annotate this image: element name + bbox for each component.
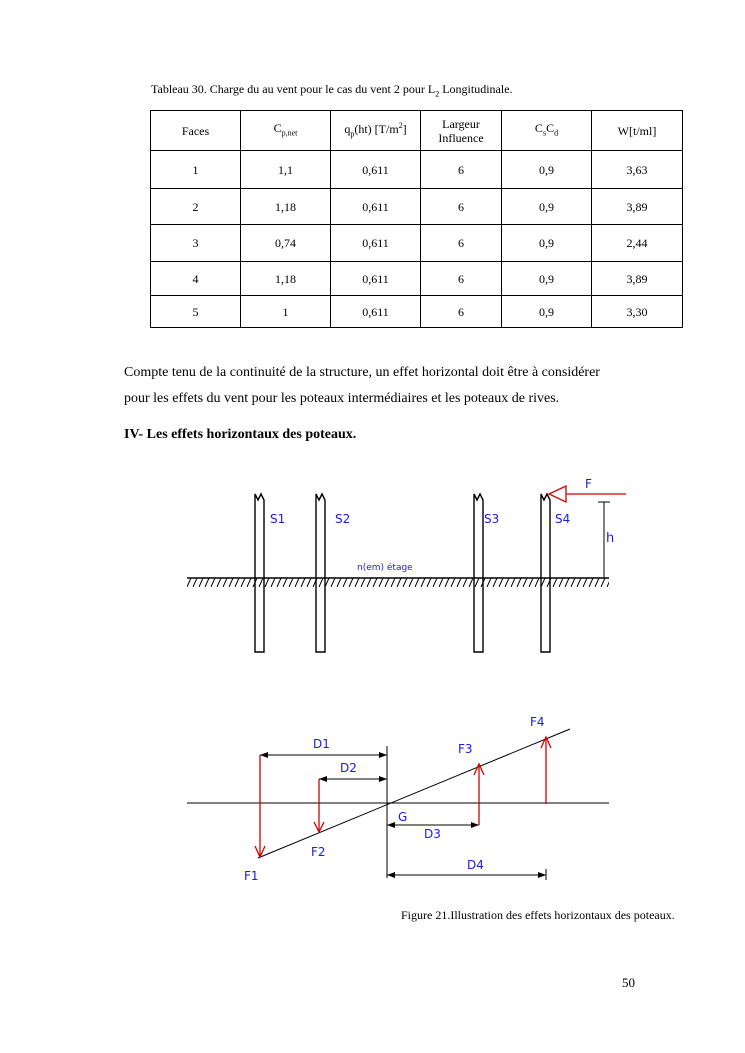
cell: 6 [421,296,502,328]
label-f1: F1 [244,869,259,883]
horizontal-effects-figure [0,470,745,900]
label-d4: D4 [467,858,484,872]
cell: 3,30 [592,296,683,328]
label-s4: S4 [555,512,571,526]
cell: 1,18 [241,262,331,296]
figure-caption: Figure 21.Illustration des effets horizontaux des poteaux. [401,908,675,922]
label-s2: S2 [335,512,351,526]
label-s3: S3 [484,512,500,526]
post-s2 [316,494,325,652]
paragraph-line-1: Compte tenu de la continuité de la structure, un effet horizontal doit être à considérer [124,365,600,380]
cell: 2,44 [592,225,683,262]
cell: 1,18 [241,189,331,225]
table-row [151,151,683,189]
ground-hatch [187,578,609,587]
cell: 0,9 [502,189,592,225]
header-largeur: Largeur Influence [421,111,502,151]
cell: 0,611 [331,151,421,189]
cell: 6 [421,189,502,225]
label-centroid: G [398,810,408,824]
label-d3: D3 [424,827,441,841]
table-row [151,262,683,296]
d1-arrowhead-left [260,752,268,758]
label-f2: F2 [311,845,326,859]
wind-force-arrowhead [549,486,566,502]
header-cp: $C_{p,net}$ [241,111,331,151]
cell: 3,89 [592,262,683,296]
table-caption: Tableau 30. Charge du au vent pour le cas du vent 2 pour $L_2$ Longitudinale. [151,82,513,99]
table-row [151,296,683,328]
label-f4: F4 [530,715,545,729]
cell: 0,611 [331,262,421,296]
cell: 0,611 [331,189,421,225]
header-faces: Faces [151,111,241,151]
label-f3: F3 [458,742,473,756]
cell: 3,63 [592,151,683,189]
cell: 0,9 [502,262,592,296]
table-header-row [151,111,683,151]
cell: 6 [421,151,502,189]
label-force: F [585,477,592,491]
label-ground: n(em) étage [357,563,413,573]
header-w: W[t/ml] [592,111,683,151]
label-s1: S1 [270,512,286,526]
d3-arrowhead-right [471,822,479,828]
cell: 0,9 [502,151,592,189]
cell: 2 [151,189,241,225]
d2-arrowhead-left [319,776,327,782]
header-qp: $q_p(ht)$ $[T/m^2]$ [331,111,421,151]
wind-load-table [150,110,683,328]
force-distribution-line [258,729,570,858]
label-d2: D2 [340,761,357,775]
cell: 3 [151,225,241,262]
section-heading: IV- Les effets horizontaux des poteaux. [124,427,357,442]
cell: 3,89 [592,189,683,225]
cell: 4 [151,262,241,296]
post-s4 [541,494,550,652]
post-elevation-diagram [187,477,626,652]
paragraph-line-2: pour les effets du vent pour les poteaux intermédiaires et les poteaux de rives. [124,391,560,406]
d1-arrowhead-right [379,752,387,758]
d4-arrowhead-right [538,872,546,878]
cell: 1 [151,151,241,189]
cell: 0,611 [331,296,421,328]
header-cscd: $C_sC_d$ [502,111,592,151]
cell: 0,9 [502,225,592,262]
page-number: 50 [622,975,635,990]
label-d1: D1 [313,737,330,751]
cell: 1,1 [241,151,331,189]
cell: 0,611 [331,225,421,262]
post-s1 [255,494,264,652]
cell: 5 [151,296,241,328]
table-row [151,225,683,262]
cell: 6 [421,262,502,296]
cell: 6 [421,225,502,262]
cell: 0,74 [241,225,331,262]
label-height: h [606,531,615,546]
d4-arrowhead-left [387,872,395,878]
cell: 1 [241,296,331,328]
d3-arrowhead-left [387,822,395,828]
cell: 0,9 [502,296,592,328]
post-s3 [474,494,483,652]
table-row [151,189,683,225]
d2-arrowhead-right [379,776,387,782]
force-distribution-diagram [187,715,609,883]
